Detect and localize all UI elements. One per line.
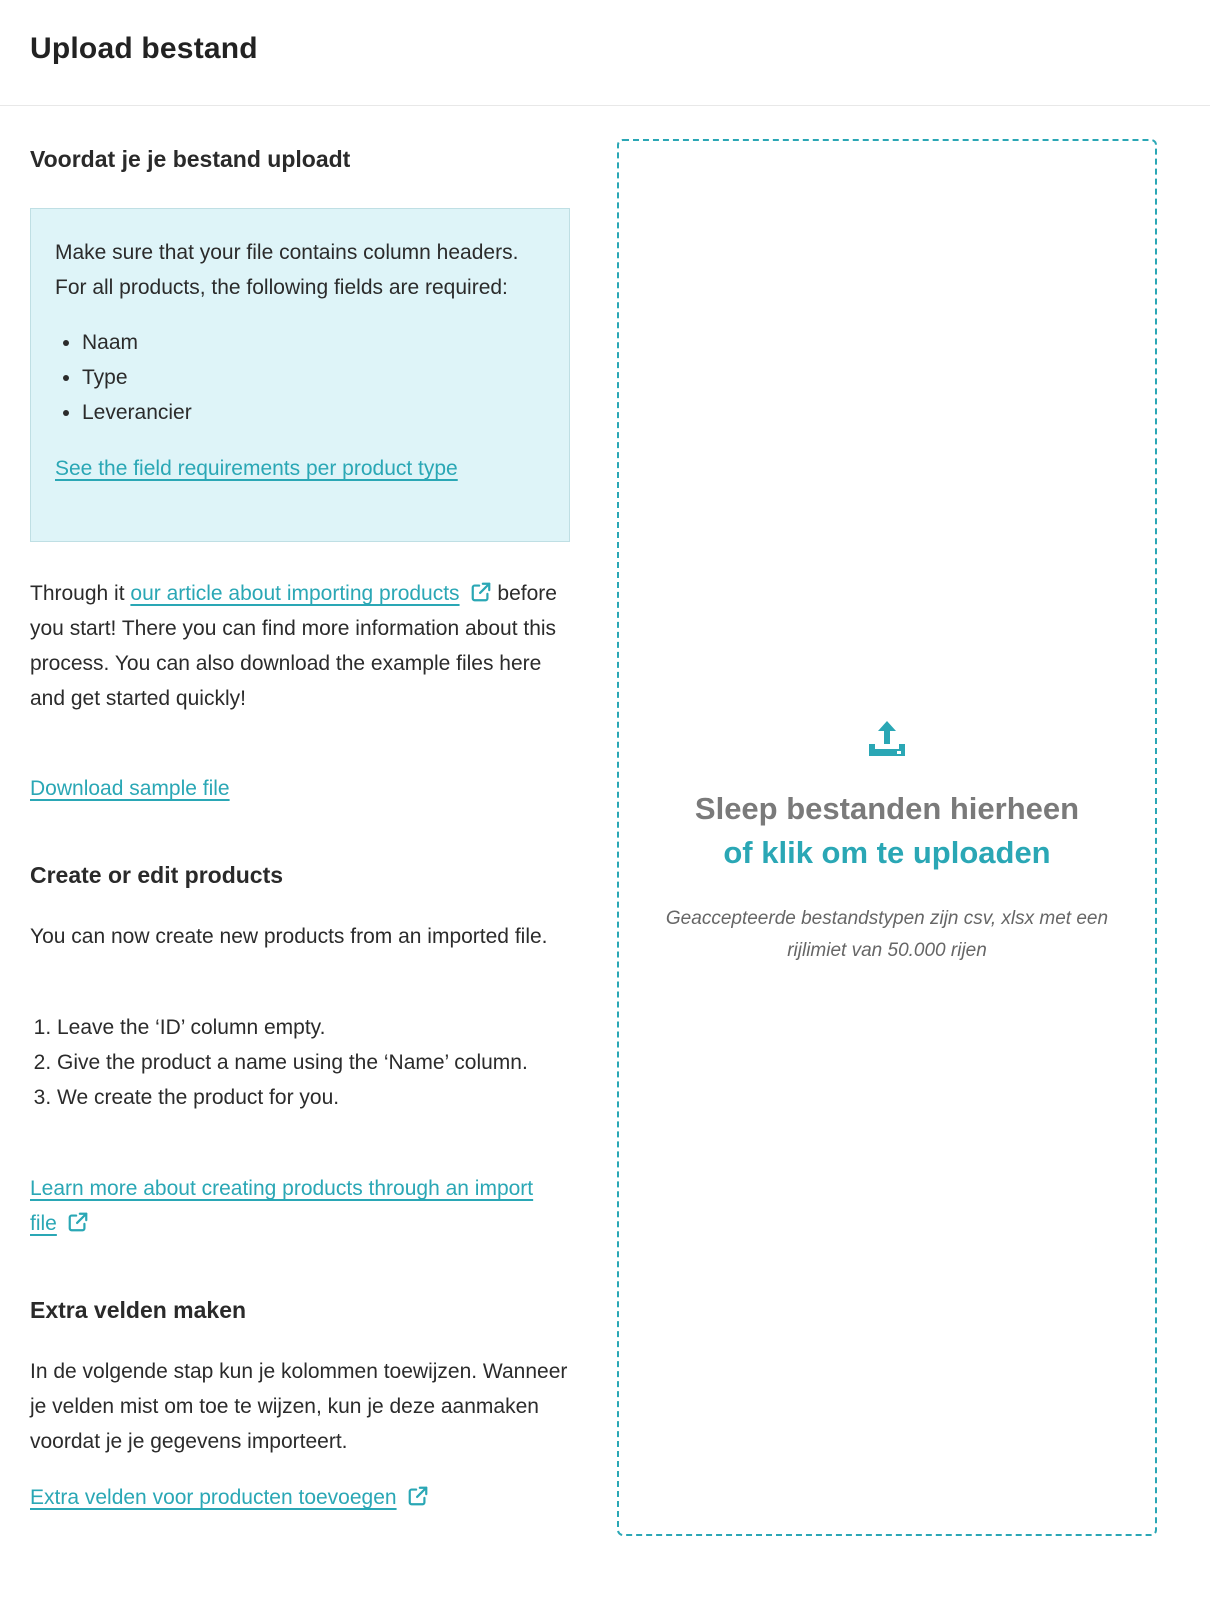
section-title-before-upload: Voordat je je bestand uploadt — [30, 146, 351, 172]
upload-icon — [867, 719, 907, 759]
create-steps-list — [30, 1010, 537, 1115]
create-products-text: You can now create new products from an imported file. — [30, 925, 548, 948]
required-fields-list — [55, 325, 545, 430]
intro-suffix: before you start! There you can find more information about this process. You can also download the example files here and get started quickly! — [30, 582, 557, 710]
dropzone-content — [619, 719, 1155, 967]
extra-fields-text: In de volgende stap kun je kolommen toewijzen. Wanneer je velden mist om toe te wijzen, kun je deze aanmaken voordat je je gegevens importeert. — [30, 1360, 568, 1453]
external-link-icon — [407, 1485, 429, 1507]
click-to-upload-label[interactable]: of klik om te uploaden — [723, 835, 1051, 870]
list-item: 3. We create the product for you. — [57, 1080, 537, 1115]
intro-paragraph — [30, 576, 575, 716]
accepted-file-types-note: Geaccepteerde bestandstypen zijn csv, xlsx met een rijlimiet van 50.000 rijen — [665, 908, 1109, 961]
page-title: Upload bestand — [30, 32, 258, 65]
list-item: • Naam — [82, 325, 545, 360]
learn-more-creating-products-link[interactable] — [30, 1171, 550, 1241]
learn-more-link-label: Learn more about creating products through an import file — [30, 1177, 534, 1235]
import-article-link[interactable] — [130, 582, 491, 605]
list-item: • Type — [82, 360, 545, 395]
page-header — [0, 0, 1210, 106]
download-sample-file-link[interactable]: Download sample file — [30, 777, 230, 800]
import-article-link-label: our article about importing products — [130, 582, 460, 605]
list-item: • Leverancier — [82, 395, 545, 430]
requirements-info-box — [30, 208, 570, 542]
list-item: 2. Give the product a name using the ‘Name’ column. — [57, 1045, 537, 1080]
section-title-create-products: Create or edit products — [30, 862, 284, 888]
list-item: 1. Leave the ‘ID’ column empty. — [57, 1010, 537, 1045]
dropzone-title: Sleep bestanden hierheen — [694, 791, 1080, 826]
external-link-icon — [67, 1211, 89, 1233]
page-content — [0, 106, 1210, 1600]
section-title-extra-fields: Extra velden maken — [30, 1297, 247, 1323]
intro-prefix: Through it — [30, 582, 131, 605]
external-link-icon — [470, 581, 492, 603]
add-extra-fields-link-label: Extra velden voor producten toevoegen — [30, 1486, 397, 1509]
info-text: Make sure that your file contains column headers. For all products, the following fields are required: — [55, 241, 519, 299]
file-dropzone[interactable] — [617, 139, 1157, 1536]
add-extra-fields-link[interactable] — [30, 1480, 429, 1515]
field-requirements-link[interactable]: See the field requirements per product type — [55, 457, 458, 480]
